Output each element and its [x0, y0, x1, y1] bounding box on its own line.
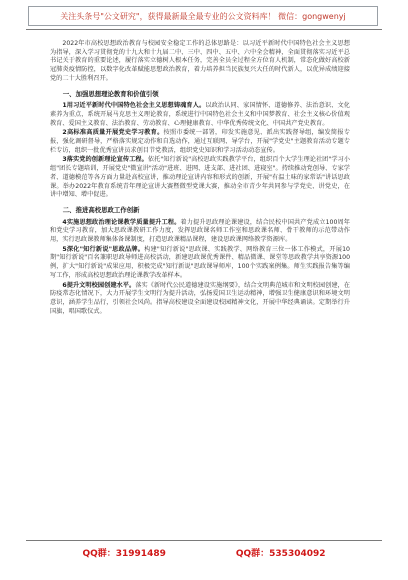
item-6-text: 落实《新时代公民道德建设实施纲要》，结合文明典范城市和文明校园创建，在防疫常态化情况下，大力开展学生文明行为提升活动，弘扬爱国卫生运动精神，增强卫生健康意识和环境文明意识，涵养学生品行，引领社会风尚。指导高校建设全面建设校园精神文化，开展中华经典诵读。定期举行升国旗，唱国歌仪式。 [50, 281, 350, 315]
item-6-paragraph [50, 282, 350, 317]
item-5-paragraph [50, 246, 350, 281]
item-1-text: 以政治认同、家国情怀、道德修养、法治意识、文化素养为重点，系统开展马克思主义理论教育，系统进行中国特色社会主义和中国梦教育、社会主义核心价值观教育、爱国主义教育、法治教育、劳动教育、心理健康教育、中华优秀传统文化、中国共产党史教育。 [50, 102, 350, 127]
item-4-text: 着力提升思政理论课建设，结合民校中国共产党成立100周年和党史学习教育，加大思政课教研工作力度，发挥思政课名师工作室和思政课名师、骨干教师的示范带动作用，实行思政课教师集体备课制度，打造思政课精品课程，建设思政课网络教学资源库。 [50, 218, 350, 244]
item-6-title: 6提升文明校园创建水平。 [62, 281, 136, 289]
header-divider [26, 29, 382, 30]
promo-banner-text: 关注头条号"公文研究"，获得最新最全最专业的公文资料库！ 微信：gongwenyj [60, 11, 346, 21]
item-1-title: 1用习近平新时代中国特色社会主义思想铸魂育人。 [62, 102, 206, 110]
item-4-paragraph [50, 219, 350, 245]
item-3-text: 依托"知行新说"高校思政实践教学平台，组织百个大学生理论社团"学习小组"团长专题培训，开展党史"微宣讲"活动"进班、进网、进支部、进社团、进寝室"。持续推动党创导、专家学者、道德模范等各方面力量赴高校宣讲，推动理论宣讲内容和形式的创新，开展"有温土味的家常话"讲话思政课。举办2022年教育系统青年理论宣讲大赛暨微型党课大赛，推动全市青少年共同参与学党史、讲党史，在讲中增知、增中促进。 [50, 156, 350, 199]
item-5-title: 5深化"知行新说"思政品牌。 [62, 245, 145, 253]
document-body [50, 40, 350, 317]
footer [0, 546, 408, 562]
footer-divider [26, 540, 382, 541]
section-heading-2: 二、推进高校思政工作创新 [62, 205, 140, 214]
item-3-title: 3落实党的创新理论宣传工程。 [62, 156, 148, 164]
item-2-paragraph [50, 129, 350, 155]
item-5-text: 构建"知行新说"思政课、实践教学、网络教育三位一体工作模式，开展10期"知行新说"百名兼职思政导师进高校活动，新建思政课优秀课件、精品微课、课堂等思政教学共享资源100例，扩大"知行新说"成果应用，积极完成"知行新说"思政课导师库，100个实践案例集。师生实践报告集等编写工作，形成高校思想政治理论课教学改革样本。 [50, 245, 350, 279]
item-2-text: 按照市委统一部署，印发实施意见、派出实践督导组，编发简报专报，强化调研督导，严格落实规定动作和自选动作，通过互联网、导学台，开展"学党史"主题教育活动专题专栏专访，组织一批优秀宣讲员求创目节党教活，组织党史知识和学习活动动态宣传。 [50, 129, 350, 154]
footer-qq-group-2: QQ群：535304092 [235, 549, 326, 559]
item-2-title: 2高标准高质量开展党史学习教育。 [62, 129, 164, 137]
promo-banner [28, 6, 378, 26]
item-4-title: 4实施思想政治理论课教学质量提升工程。 [62, 218, 181, 226]
item-1-paragraph [50, 102, 350, 128]
intro-paragraph: 2022年市高校思想政治教育与校园安全稳定工作的总体思路是：以习近平新时代中国特色社会主义思想为指导，深入学习贯彻党的十九大和十九届二中、三中、四中、五中、六中全会精神，全面贯彻落实习近平总书记关于教育的重要论述，履行落实立德树人根本任务，完善全员全过程全方位育人机制，常态化做好高校新冠肺炎疫情防控，以数字化改革赋能思想政治教育，着力培养担当民族复兴大任的时代新人，以优异成绩迎接党的二十大胜利召开。 [50, 40, 350, 82]
section-heading-1: 一、加强思想理论教育和价值引领 [62, 89, 159, 98]
footer-qq-group-1: QQ群：31991489 [82, 549, 166, 559]
item-3-paragraph [50, 156, 350, 200]
